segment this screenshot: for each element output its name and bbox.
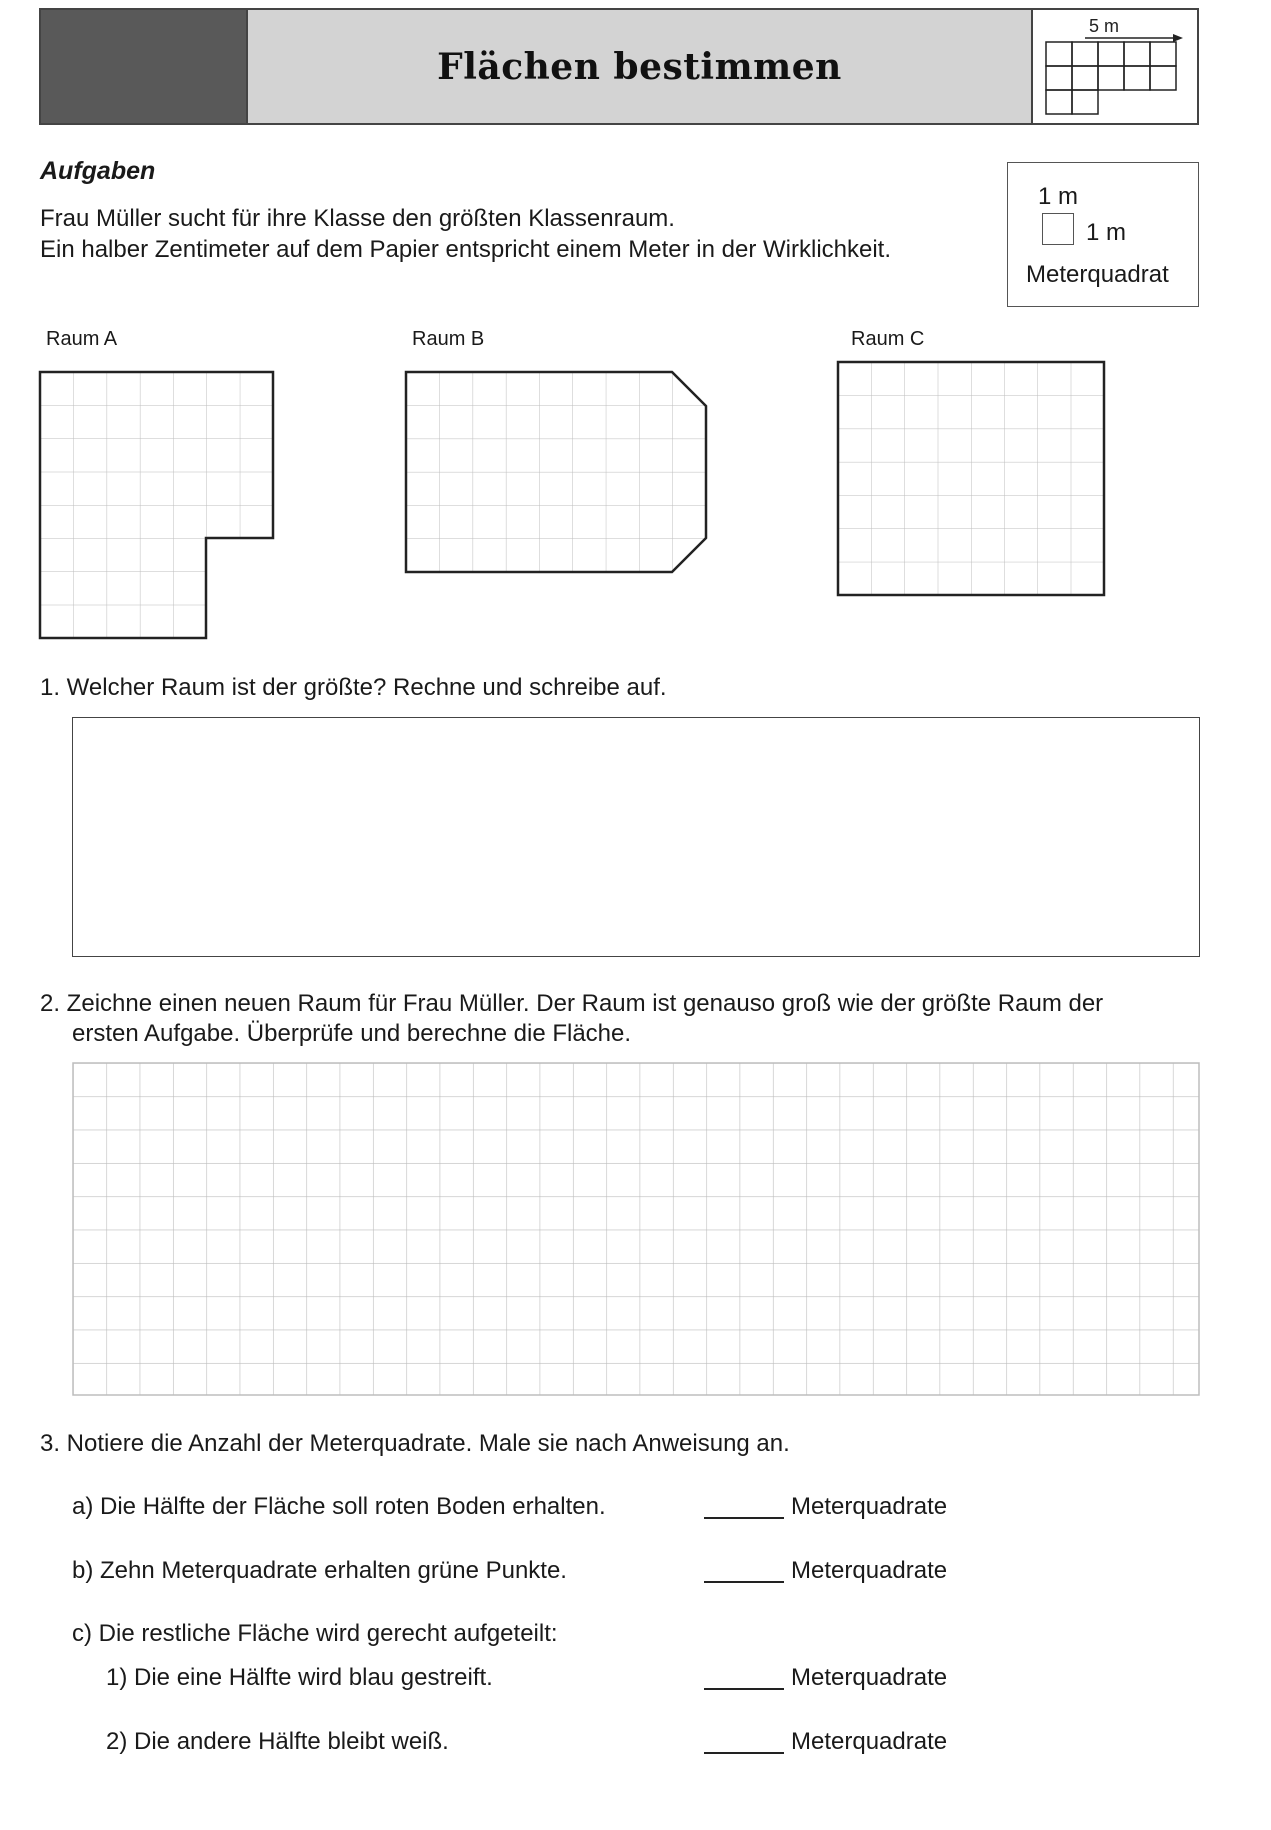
header-title-area [248, 10, 1033, 123]
section-heading: Aufgaben [40, 157, 156, 185]
legend-box [1007, 162, 1199, 307]
intro-line-2: Ein halber Zentimeter auf dem Papier entspricht einem Meter in der Wirklichkeit. [40, 236, 892, 263]
room-b-label: Raum B [412, 328, 485, 350]
answer-blank-b[interactable] [704, 1581, 784, 1583]
drawing-grid[interactable] [72, 1062, 1202, 1398]
legend-side-label: 1 m [1086, 219, 1127, 246]
room-c-label: Raum C [851, 328, 925, 350]
task-3-text: 3. Notiere die Anzahl der Meterquadrate. Male sie nach Anweisung an. [40, 1430, 790, 1457]
task-2-text-line-2: ersten Aufgabe. Überprüfe und berechne die Fläche. [72, 1020, 632, 1047]
legend-top-label: 1 m [1038, 183, 1079, 210]
unit-label-c1: Meterquadrate [791, 1664, 948, 1691]
answer-blank-c2[interactable] [704, 1752, 784, 1754]
intro-line-1: Frau Müller sucht für ihre Klasse den größten Klassenraum. [40, 205, 675, 232]
unit-label-b: Meterquadrate [791, 1557, 948, 1584]
unit-label-a: Meterquadrate [791, 1493, 948, 1520]
task-2-text-line-1: 2. Zeichne einen neuen Raum für Frau Müller. Der Raum ist genauso groß wie der größte Raum der [40, 990, 1104, 1017]
header-dark-block [41, 10, 248, 123]
grid-logo-icon [1033, 10, 1197, 123]
task-3c2-text: 2) Die andere Hälfte bleibt weiß. [106, 1728, 449, 1755]
answer-blank-c1[interactable] [704, 1688, 784, 1690]
room-b-diagram [404, 370, 712, 576]
task-1-text: 1. Welcher Raum ist der größte? Rechne und schreibe auf. [40, 674, 667, 701]
answer-box[interactable] [72, 717, 1200, 957]
room-c-diagram [836, 360, 1108, 598]
room-a-label: Raum A [46, 328, 118, 350]
task-3c-text: c) Die restliche Fläche wird gerecht aufgeteilt: [72, 1620, 558, 1647]
task-3a-text: a) Die Hälfte der Fläche soll roten Boden erhalten. [72, 1493, 606, 1520]
worksheet-header [39, 8, 1199, 125]
task-3c1-text: 1) Die eine Hälfte wird blau gestreift. [106, 1664, 493, 1691]
logo-label: 5 m [1089, 16, 1120, 36]
meter-square-icon [1042, 213, 1074, 245]
task-3b-text: b) Zehn Meterquadrate erhalten grüne Punkte. [72, 1557, 567, 1584]
answer-blank-a[interactable] [704, 1517, 784, 1519]
unit-label-c2: Meterquadrate [791, 1728, 948, 1755]
room-a-diagram [38, 370, 278, 642]
page-title: Flächen bestimmen [437, 45, 842, 88]
legend-caption: Meterquadrat [1026, 261, 1169, 288]
